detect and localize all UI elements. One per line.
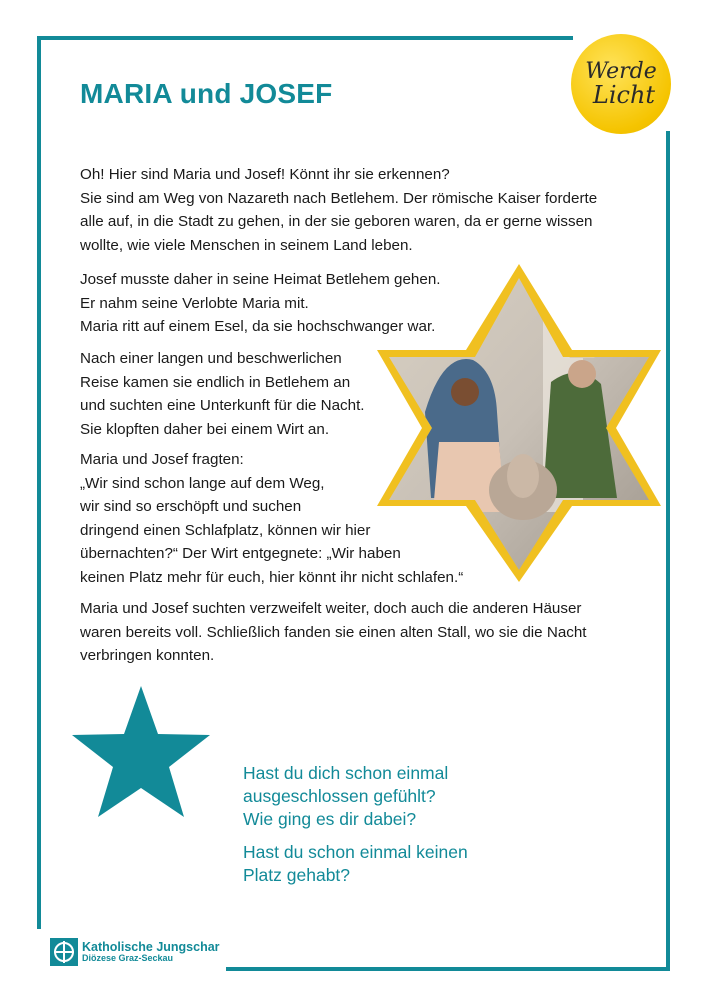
jungschar-logo-mark-icon: [50, 938, 78, 966]
story-paragraph-5: [80, 597, 587, 668]
text-line: dringend einen Schlafplatz, können wir hier: [80, 521, 371, 539]
story-paragraph-4: [80, 448, 463, 590]
text-line: Oh! Hier sind Maria und Josef! Könnt ihr sie erkennen?: [80, 166, 450, 183]
frame-top-line: [37, 36, 573, 40]
logo-org-name: Katholische Jungschar: [82, 939, 220, 954]
text-line: alle auf, in die Stadt zu gehen, in der sie geboren waren, da er gerne wissen: [80, 213, 593, 231]
question-line: ausgeschlossen gefühlt?: [243, 786, 436, 806]
text-line: Josef musste daher in seine Heimat Betlehem gehen.: [80, 271, 441, 288]
question-line: Hast du schon einmal keinen: [243, 842, 468, 862]
text-line: wir sind so erschöpft und suchen: [80, 498, 302, 516]
page-title: MARIA und JOSEF: [80, 78, 333, 109]
text-line: Maria und Josef suchten verzweifelt weiter, doch auch die anderen Häuser: [80, 600, 582, 617]
text-line: waren bereits voll. Schließlich fanden sie einen alten Stall, wo sie die Nacht: [80, 623, 587, 641]
text-line: und suchten eine Unterkunft für die Nacht.: [80, 397, 365, 415]
text-line: Sie klopften daher bei einem Wirt an.: [80, 420, 330, 438]
text-line: Maria und Josef fragten:: [80, 451, 244, 468]
frame-left-line: [37, 36, 41, 929]
question-2: [243, 841, 468, 887]
badge-line-1: Werde: [585, 59, 657, 84]
jungschar-logo: [50, 938, 220, 966]
text-line: Maria ritt auf einem Esel, da sie hochschwanger war.: [80, 318, 436, 336]
text-line: Er nahm seine Verlobte Maria mit.: [80, 294, 309, 312]
logo-text: [82, 941, 220, 964]
teal-star-icon: [70, 684, 212, 819]
reflection-questions: [243, 762, 468, 897]
text-line: übernachten?“ Der Wirt entgegnete: „Wir haben: [80, 545, 401, 563]
text-line: verbringen konnten.: [80, 647, 215, 665]
frame-right-line: [666, 131, 670, 971]
text-line: Nach einer langen und beschwerlichen: [80, 350, 342, 367]
logo-diocese: Diözese Graz-Seckau: [82, 952, 174, 963]
story-paragraph-2: [80, 268, 440, 339]
badge-line-2: Licht: [592, 81, 656, 109]
story-text: [80, 163, 597, 257]
text-line: keinen Platz mehr für euch, hier könnt ihr nicht schlafen.“: [80, 568, 464, 586]
question-1: [243, 762, 468, 831]
question-line: Hast du dich schon einmal: [243, 763, 449, 783]
frame-bottom-line: [226, 967, 670, 971]
text-line: wollte, wie viele Menschen in seinem Land leben.: [80, 236, 413, 254]
question-line: Wie ging es dir dabei?: [243, 809, 417, 829]
text-line: „Wir sind schon lange auf dem Weg,: [80, 474, 325, 492]
question-line: Platz gehabt?: [243, 865, 351, 885]
text-line: Sie sind am Weg von Nazareth nach Betlehem. Der römische Kaiser forderte: [80, 189, 598, 207]
story-paragraph-3: [80, 347, 365, 441]
intro-paragraph: [80, 163, 597, 257]
text-line: Reise kamen sie endlich in Betlehem an: [80, 373, 351, 391]
werde-licht-badge: [571, 34, 671, 134]
